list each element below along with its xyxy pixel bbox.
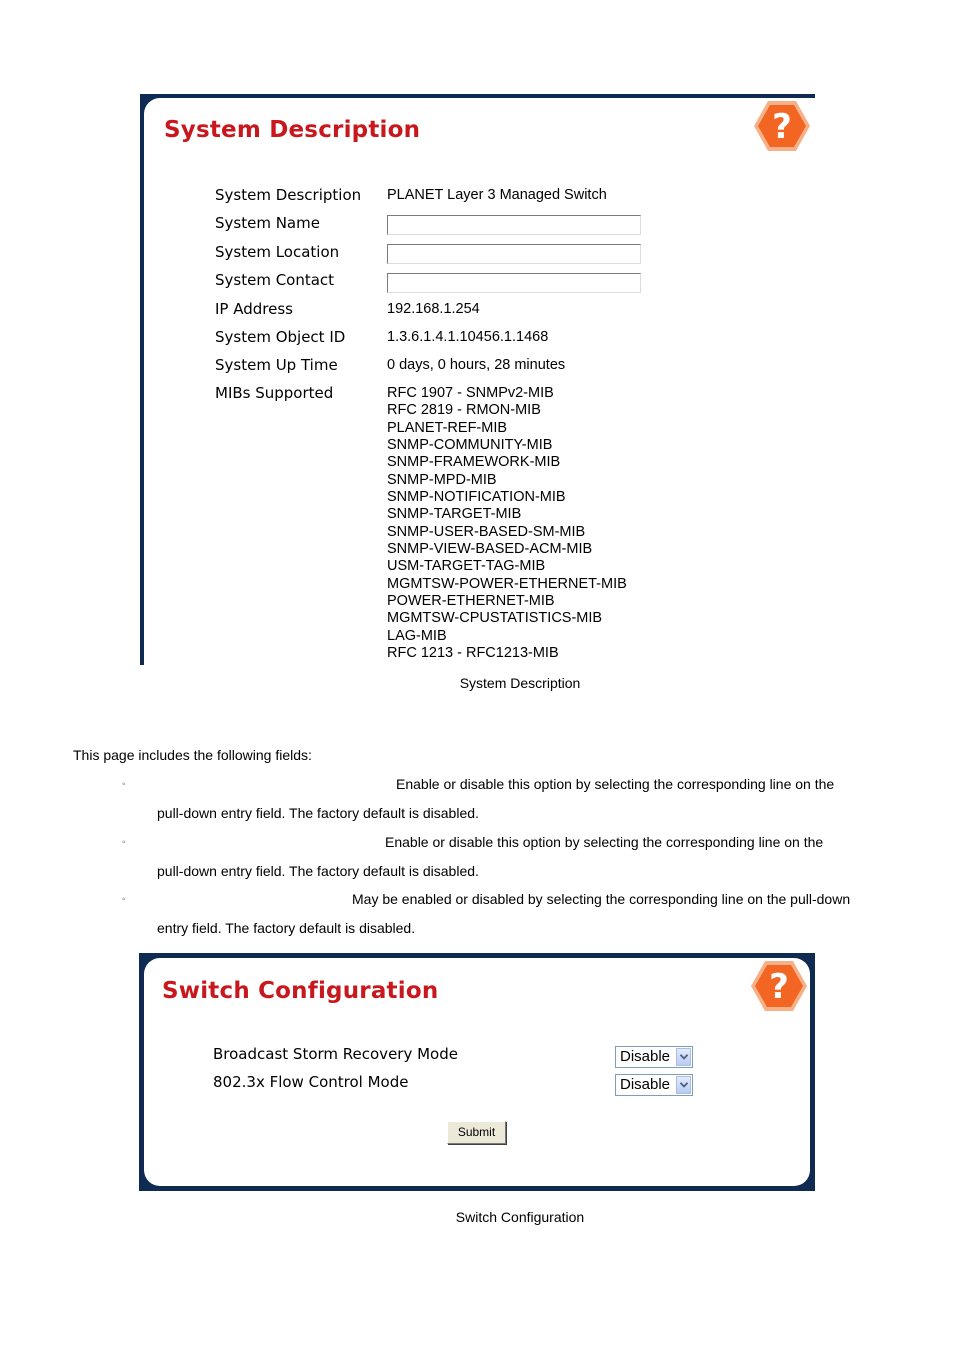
field-description-line: pull-down entry field. The factory default is disabled. [157, 805, 479, 821]
bullet-icon: ◦ [122, 779, 126, 790]
list-item: SNMP-VIEW-BASED-ACM-MIB [387, 541, 593, 558]
system-name-input[interactable] [387, 215, 641, 235]
list-item: MGMTSW-CPUSTATISTICS-MIB [387, 610, 603, 627]
label-system-contact: System Contact [215, 271, 335, 289]
list-item: MGMTSW-POWER-ETHERNET-MIB [387, 575, 627, 592]
list-item: LAG-MIB [387, 627, 447, 644]
list-item: SNMP-USER-BASED-SM-MIB [387, 523, 586, 540]
help-question-icon[interactable] [752, 99, 812, 153]
bullet-icon: ◦ [122, 837, 126, 848]
svg-text:?: ? [769, 967, 789, 1007]
chevron-down-icon[interactable] [676, 1076, 691, 1094]
field-description-line: entry field. The factory default is disabled. [157, 920, 416, 936]
list-item: PLANET-REF-MIB [387, 419, 508, 436]
submit-button[interactable]: Submit [447, 1121, 506, 1144]
ip-address-value: 192.168.1.254 [387, 301, 480, 317]
system-up-time-value: 0 days, 0 hours, 28 minutes [387, 357, 566, 373]
field-description-line: May be enabled or disabled by selecting the corresponding line on the pull-down [352, 891, 851, 907]
figure-caption-system-description: System Description [459, 675, 581, 691]
label-flow-control-mode: 802.3x Flow Control Mode [213, 1073, 409, 1091]
label-system-description: System Description [215, 186, 362, 204]
label-system-up-time: System Up Time [215, 356, 338, 374]
list-item: POWER-ETHERNET-MIB [387, 593, 555, 610]
figure-caption-switch-configuration: Switch Configuration [455, 1209, 585, 1225]
system-contact-input[interactable] [387, 273, 641, 293]
label-system-object-id: System Object ID [215, 328, 346, 346]
chevron-down-icon[interactable] [676, 1048, 691, 1066]
list-item: SNMP-NOTIFICATION-MIB [387, 489, 566, 506]
system-location-input[interactable] [387, 244, 641, 264]
label-system-location: System Location [215, 243, 340, 261]
label-mibs-supported: MIBs Supported [215, 384, 334, 402]
label-ip-address: IP Address [215, 300, 293, 318]
section-title: Switch Configuration [162, 978, 439, 1004]
field-description-line: pull-down entry field. The factory default is disabled. [157, 863, 479, 879]
system-object-id-value: 1.3.6.1.4.1.10456.1.1468 [387, 329, 549, 345]
list-item: SNMP-FRAMEWORK-MIB [387, 454, 561, 471]
field-description-line: Enable or disable this option by selecting the corresponding line on the [396, 776, 835, 792]
list-item: SNMP-TARGET-MIB [387, 506, 522, 523]
list-item: RFC 1907 - SNMPv2-MIB [387, 385, 554, 401]
list-item: RFC 1213 - RFC1213-MIB [387, 645, 559, 662]
help-question-icon[interactable] [749, 959, 809, 1013]
label-broadcast-storm-recovery-mode: Broadcast Storm Recovery Mode [213, 1045, 458, 1063]
list-item: RFC 2819 - RMON-MIB [387, 402, 541, 419]
system-description-value: PLANET Layer 3 Managed Switch [387, 187, 607, 203]
flow-control-select[interactable] [615, 1074, 693, 1096]
page-title: System Description [164, 117, 421, 143]
bullet-icon: ◦ [122, 894, 126, 905]
list-item: SNMP-COMMUNITY-MIB [387, 437, 553, 454]
selected-value: Disable [620, 1048, 671, 1065]
selected-value: Disable [620, 1076, 671, 1093]
label-system-name: System Name [215, 214, 320, 232]
mibs-list [387, 385, 627, 663]
list-item: SNMP-MPD-MIB [387, 471, 497, 488]
broadcast-storm-recovery-select[interactable] [615, 1046, 693, 1068]
svg-text:?: ? [772, 107, 792, 147]
list-item: USM-TARGET-TAG-MIB [387, 558, 546, 575]
field-description-line: Enable or disable this option by selecting the corresponding line on the [385, 834, 824, 850]
intro-text: This page includes the following fields: [73, 747, 312, 763]
